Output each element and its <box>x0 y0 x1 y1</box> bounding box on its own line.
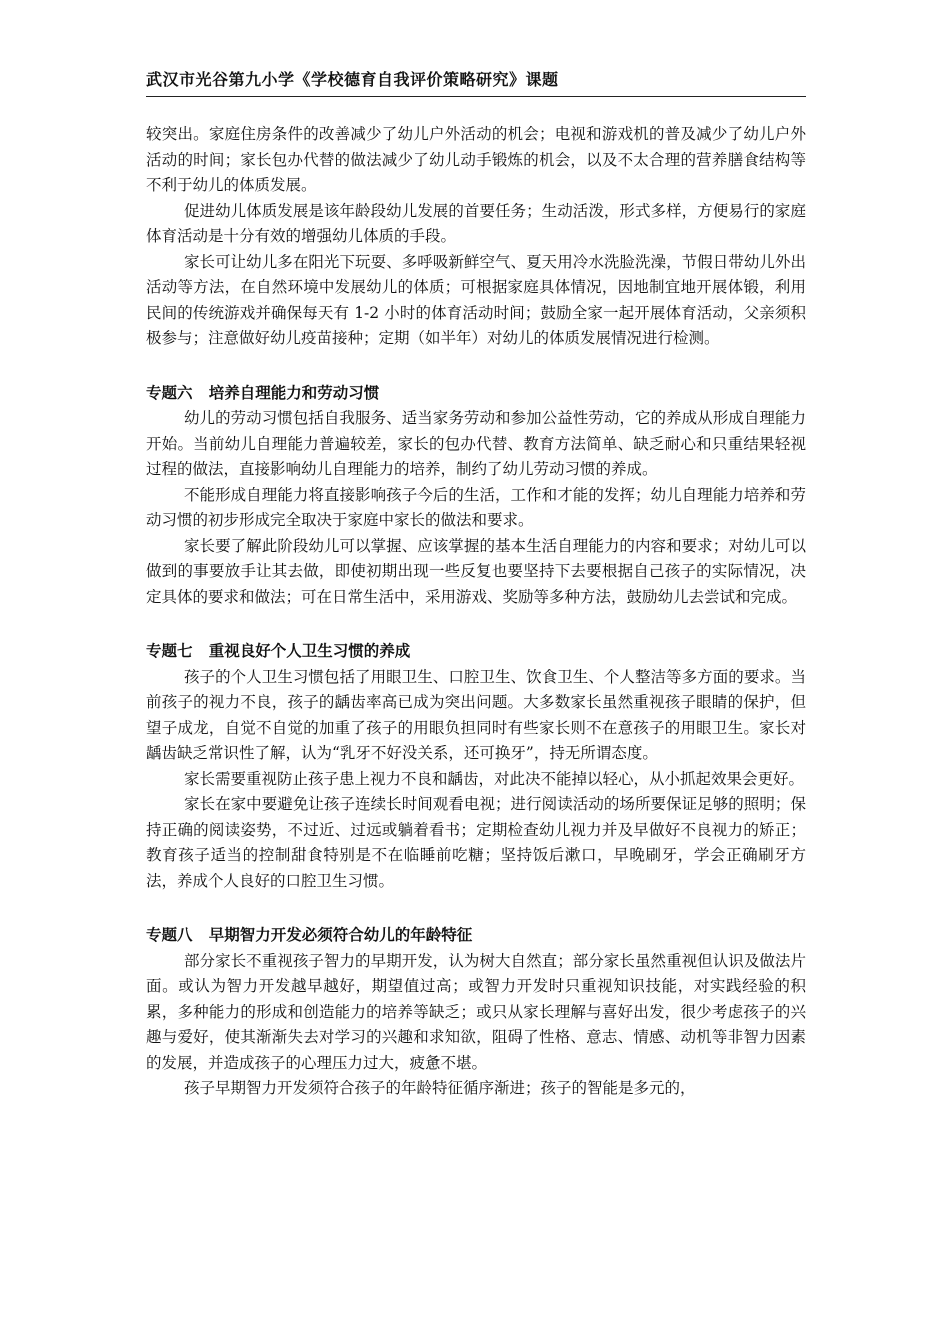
page-header-title: 武汉市光谷第九小学《学校德育自我评价策略研究》课题 <box>146 70 559 89</box>
body-paragraph: 部分家长不重视孩子智力的早期开发，认为树大自然直；部分家长虽然重视但认识及做法片面。或认为智力开发越早越好，期望值过高；或智力开发时只重视知识技能，对实践经验的积累，多种能力的形成和创造能力的培养等缺乏；或只从家长理解与喜好出发，很少考虑孩子的兴趣与爱好，使其渐渐失去对学习的兴趣和求知欲，阻碍了性格、意志、情感、动机等非智力因素的发展，并造成孩子的心理压力过大，疲惫不堪。 <box>146 951 806 1072</box>
body-paragraph: 家长要了解此阶段幼儿可以掌握、应该掌握的基本生活自理能力的内容和要求；对幼儿可以做到的事要放手让其去做，即使初期出现一些反复也要坚持下去要根据自己孩子的实际情况，决定具体的要求和做法；可在日常生活中，采用游戏、奖励等多种方法，鼓励幼儿去尝试和完成。 <box>146 536 806 606</box>
body-paragraph: 家长可让幼儿多在阳光下玩耍、多呼吸新鲜空气、夏天用冷水洗脸洗澡，节假日带幼儿外出活动等方法，在自然环境中发展幼儿的体质；可根据家庭具体情况，因地制宜地开展体锻，利用民间的传统游戏并确保每天有 1-2 小时的体育活动时间；鼓励全家一起开展体育活动，父亲须积极参与；注意做好幼儿疫苗接种；定期（如半年）对幼儿的体质发展情况进行检测。 <box>146 252 806 347</box>
body-paragraph: 较突出。家庭住房条件的改善减少了幼儿户外活动的机会；电视和游戏机的普及减少了幼儿户外活动的时间；家长包办代替的做法减少了幼儿动手锻炼的机会，以及不太合理的营养膳食结构等不利于幼儿的体质发展。 <box>146 125 806 194</box>
section-heading-topic-7: 专题七 重视良好个人卫生习惯的养成 <box>146 642 411 660</box>
body-paragraph: 孩子的个人卫生习惯包括了用眼卫生、口腔卫生、饮食卫生、个人整洁等多方面的要求。当前孩子的视力不良，孩子的龋齿率高已成为突出问题。大多数家长虽然重视孩子眼睛的保护，但望子成龙，自觉不自觉的加重了孩子的用眼负担同时有些家长则不在意孩子的用眼卫生。家长对龋齿缺乏常识性了解，认为“乳牙不好没关系，还可换牙”，持无所谓态度。 <box>146 667 806 762</box>
body-paragraph: 幼儿的劳动习惯包括自我服务、适当家务劳动和参加公益性劳动，它的养成从形成自理能力开始。当前幼儿自理能力普遍较差，家长的包办代替、教育方法简单、缺乏耐心和只重结果轻视过程的做法，直接影响幼儿自理能力的培养，制约了幼儿劳动习惯的养成。 <box>146 409 806 478</box>
header-divider <box>146 96 806 97</box>
body-paragraph: 家长需要重视防止孩子患上视力不良和龋齿，对此决不能掉以轻心，从小抓起效果会更好。 <box>183 769 804 788</box>
body-paragraph: 家长在家中要避免让孩子连续长时间观看电视；进行阅读活动的场所要保证足够的照明；保持正确的阅读姿势，不过近、过远或躺着看书；定期检查幼儿视力并及早做好不良视力的矫正；教育孩子适当的控制甜食特别是不在临睡前吃糖；坚持饭后漱口，早晚刷牙，学会正确刷牙方法，养成个人良好的口腔卫生习惯。 <box>146 795 806 890</box>
section-heading-topic-6: 专题六 培养自理能力和劳动习惯 <box>146 383 380 402</box>
body-paragraph: 孩子早期智力开发须符合孩子的年龄特征循序渐进；孩子的智能是多元的， <box>183 1079 696 1097</box>
section-heading-topic-8: 专题八 早期智力开发必须符合幼儿的年龄特征 <box>146 926 473 944</box>
body-paragraph: 不能形成自理能力将直接影响孩子今后的生活，工作和才能的发挥；幼儿自理能力培养和劳动习惯的初步形成完全取决于家庭中家长的做法和要求。 <box>146 485 806 529</box>
document-body <box>146 122 806 1102</box>
body-paragraph: 促进幼儿体质发展是该年龄段幼儿发展的首要任务；生动活泼，形式多样，方便易行的家庭体育活动是十分有效的增强幼儿体质的手段。 <box>146 201 806 245</box>
